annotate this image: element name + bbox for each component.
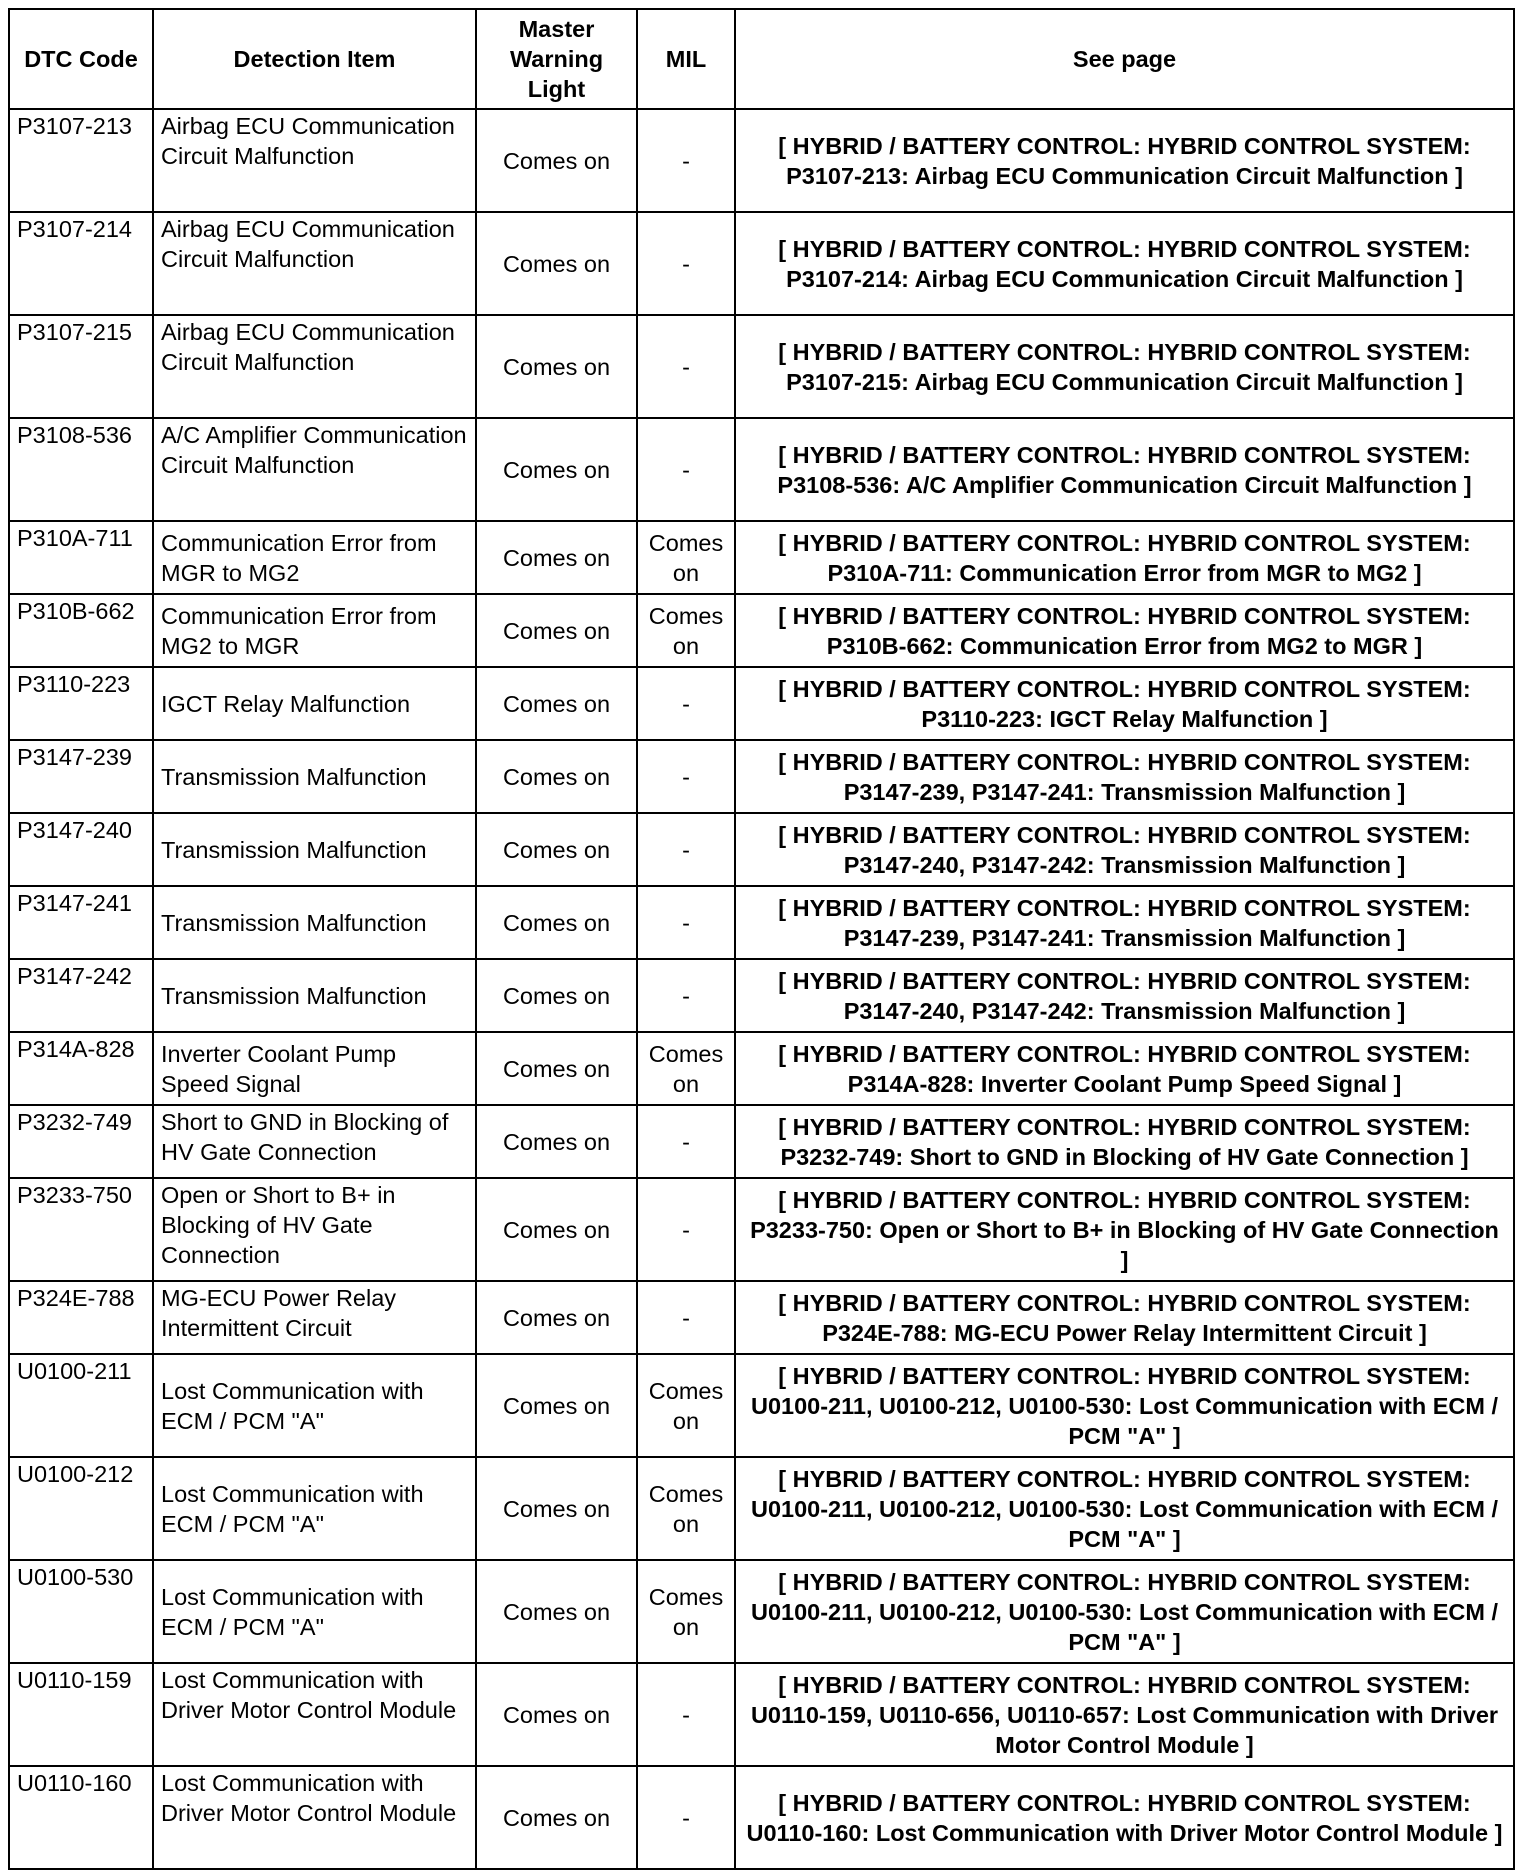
- mil-cell: -: [637, 959, 735, 1032]
- see-page-reference[interactable]: [ HYBRID / BATTERY CONTROL: HYBRID CONTROL SYSTEM: P3108-536: A/C Amplifier Communication Circuit Malfunction ]: [735, 418, 1514, 521]
- detection-item-cell: Transmission Malfunction: [153, 886, 476, 959]
- detection-item-cell: A/C Amplifier Communication Circuit Malfunction: [153, 418, 476, 521]
- table-row: [9, 521, 1514, 594]
- dtc-code-cell: P310A-711: [9, 521, 153, 594]
- table-header-row: [9, 9, 1514, 109]
- mil-cell: -: [637, 813, 735, 886]
- master-warning-light-cell: Comes on: [476, 521, 637, 594]
- dtc-table: [8, 8, 1515, 1870]
- dtc-code-cell: P3147-242: [9, 959, 153, 1032]
- table-row: [9, 418, 1514, 521]
- table-row: [9, 1663, 1514, 1766]
- table-row: [9, 594, 1514, 667]
- see-page-reference[interactable]: [ HYBRID / BATTERY CONTROL: HYBRID CONTROL SYSTEM: U0100-211, U0100-212, U0100-530: Lost Communication with ECM / PCM "A" ]: [735, 1354, 1514, 1457]
- detection-item-cell: Airbag ECU Communication Circuit Malfunction: [153, 315, 476, 418]
- detection-item-cell: Communication Error from MG2 to MGR: [153, 594, 476, 667]
- dtc-code-cell: P3107-214: [9, 212, 153, 315]
- master-warning-light-cell: Comes on: [476, 886, 637, 959]
- master-warning-light-cell: Comes on: [476, 1663, 637, 1766]
- see-page-reference[interactable]: [ HYBRID / BATTERY CONTROL: HYBRID CONTROL SYSTEM: U0110-160: Lost Communication with Driver Motor Control Module ]: [735, 1766, 1514, 1869]
- see-page-reference[interactable]: [ HYBRID / BATTERY CONTROL: HYBRID CONTROL SYSTEM: P3233-750: Open or Short to B+ in Blocking of HV Gate Connection ]: [735, 1178, 1514, 1281]
- table-row: [9, 886, 1514, 959]
- dtc-code-cell: P324E-788: [9, 1281, 153, 1354]
- header-detection-item: Detection Item: [153, 9, 476, 109]
- detection-item-cell: IGCT Relay Malfunction: [153, 667, 476, 740]
- mil-cell: -: [637, 1105, 735, 1178]
- detection-item-cell: Open or Short to B+ in Blocking of HV Gate Connection: [153, 1178, 476, 1281]
- dtc-code-cell: P3233-750: [9, 1178, 153, 1281]
- mil-cell: -: [637, 109, 735, 212]
- dtc-code-cell: P310B-662: [9, 594, 153, 667]
- table-row: [9, 813, 1514, 886]
- master-warning-light-cell: Comes on: [476, 1281, 637, 1354]
- detection-item-cell: Transmission Malfunction: [153, 959, 476, 1032]
- mil-cell: Comes on: [637, 594, 735, 667]
- dtc-code-cell: P3232-749: [9, 1105, 153, 1178]
- mil-cell: Comes on: [637, 1354, 735, 1457]
- master-warning-light-cell: Comes on: [476, 1178, 637, 1281]
- master-warning-light-cell: Comes on: [476, 1457, 637, 1560]
- detection-item-cell: Lost Communication with Driver Motor Control Module: [153, 1663, 476, 1766]
- master-warning-light-cell: Comes on: [476, 212, 637, 315]
- master-warning-light-cell: Comes on: [476, 1105, 637, 1178]
- detection-item-cell: Airbag ECU Communication Circuit Malfunction: [153, 212, 476, 315]
- dtc-code-cell: U0110-159: [9, 1663, 153, 1766]
- dtc-code-cell: P3107-215: [9, 315, 153, 418]
- table-row: [9, 1457, 1514, 1560]
- header-master-warning-light: Master Warning Light: [476, 9, 637, 109]
- master-warning-light-cell: Comes on: [476, 667, 637, 740]
- dtc-code-cell: P3110-223: [9, 667, 153, 740]
- master-warning-light-cell: Comes on: [476, 959, 637, 1032]
- dtc-code-cell: P3147-241: [9, 886, 153, 959]
- detection-item-cell: MG-ECU Power Relay Intermittent Circuit: [153, 1281, 476, 1354]
- table-row: [9, 740, 1514, 813]
- master-warning-light-cell: Comes on: [476, 1032, 637, 1105]
- see-page-reference[interactable]: [ HYBRID / BATTERY CONTROL: HYBRID CONTROL SYSTEM: U0100-211, U0100-212, U0100-530: Lost Communication with ECM / PCM "A" ]: [735, 1457, 1514, 1560]
- table-row: [9, 1105, 1514, 1178]
- see-page-reference[interactable]: [ HYBRID / BATTERY CONTROL: HYBRID CONTROL SYSTEM: P3147-239, P3147-241: Transmission Malfunction ]: [735, 886, 1514, 959]
- header-dtc-code: DTC Code: [9, 9, 153, 109]
- table-row: [9, 959, 1514, 1032]
- see-page-reference[interactable]: [ HYBRID / BATTERY CONTROL: HYBRID CONTROL SYSTEM: P3107-215: Airbag ECU Communication Circuit Malfunction ]: [735, 315, 1514, 418]
- mil-cell: Comes on: [637, 1032, 735, 1105]
- mil-cell: Comes on: [637, 1560, 735, 1663]
- dtc-code-cell: P3147-239: [9, 740, 153, 813]
- mil-cell: -: [637, 886, 735, 959]
- see-page-reference[interactable]: [ HYBRID / BATTERY CONTROL: HYBRID CONTROL SYSTEM: P3107-213: Airbag ECU Communication Circuit Malfunction ]: [735, 109, 1514, 212]
- mil-cell: -: [637, 740, 735, 813]
- mil-cell: Comes on: [637, 521, 735, 594]
- mil-cell: -: [637, 418, 735, 521]
- mil-cell: -: [637, 1178, 735, 1281]
- master-warning-light-cell: Comes on: [476, 1766, 637, 1869]
- see-page-reference[interactable]: [ HYBRID / BATTERY CONTROL: HYBRID CONTROL SYSTEM: P3232-749: Short to GND in Blocking of HV Gate Connection ]: [735, 1105, 1514, 1178]
- dtc-code-cell: P314A-828: [9, 1032, 153, 1105]
- detection-item-cell: Lost Communication with ECM / PCM "A": [153, 1560, 476, 1663]
- mil-cell: Comes on: [637, 1457, 735, 1560]
- header-mil: MIL: [637, 9, 735, 109]
- see-page-reference[interactable]: [ HYBRID / BATTERY CONTROL: HYBRID CONTROL SYSTEM: P3147-240, P3147-242: Transmission Malfunction ]: [735, 813, 1514, 886]
- see-page-reference[interactable]: [ HYBRID / BATTERY CONTROL: HYBRID CONTROL SYSTEM: P3147-239, P3147-241: Transmission Malfunction ]: [735, 740, 1514, 813]
- master-warning-light-cell: Comes on: [476, 594, 637, 667]
- table-row: [9, 667, 1514, 740]
- master-warning-light-cell: Comes on: [476, 1354, 637, 1457]
- detection-item-cell: Lost Communication with ECM / PCM "A": [153, 1457, 476, 1560]
- see-page-reference[interactable]: [ HYBRID / BATTERY CONTROL: HYBRID CONTROL SYSTEM: P310B-662: Communication Error from MG2 to MGR ]: [735, 594, 1514, 667]
- table-row: [9, 1281, 1514, 1354]
- master-warning-light-cell: Comes on: [476, 109, 637, 212]
- dtc-code-cell: U0100-211: [9, 1354, 153, 1457]
- mil-cell: -: [637, 667, 735, 740]
- see-page-reference[interactable]: [ HYBRID / BATTERY CONTROL: HYBRID CONTROL SYSTEM: U0110-159, U0110-656, U0110-657: Lost Communication with Driver Motor Control Module ]: [735, 1663, 1514, 1766]
- table-body: [9, 109, 1514, 1869]
- detection-item-cell: Inverter Coolant Pump Speed Signal: [153, 1032, 476, 1105]
- dtc-code-cell: U0100-212: [9, 1457, 153, 1560]
- dtc-code-cell: P3147-240: [9, 813, 153, 886]
- detection-item-cell: Lost Communication with ECM / PCM "A": [153, 1354, 476, 1457]
- see-page-reference[interactable]: [ HYBRID / BATTERY CONTROL: HYBRID CONTROL SYSTEM: P310A-711: Communication Error from MGR to MG2 ]: [735, 521, 1514, 594]
- see-page-reference[interactable]: [ HYBRID / BATTERY CONTROL: HYBRID CONTROL SYSTEM: P3110-223: IGCT Relay Malfunction ]: [735, 667, 1514, 740]
- table-row: [9, 212, 1514, 315]
- header-see-page: See page: [735, 9, 1514, 109]
- master-warning-light-cell: Comes on: [476, 315, 637, 418]
- master-warning-light-cell: Comes on: [476, 1560, 637, 1663]
- dtc-table-container: [8, 8, 1513, 1870]
- detection-item-cell: Transmission Malfunction: [153, 813, 476, 886]
- detection-item-cell: Transmission Malfunction: [153, 740, 476, 813]
- dtc-code-cell: U0110-160: [9, 1766, 153, 1869]
- mil-cell: -: [637, 1281, 735, 1354]
- table-row: [9, 1354, 1514, 1457]
- table-row: [9, 1766, 1514, 1869]
- master-warning-light-cell: Comes on: [476, 418, 637, 521]
- table-row: [9, 1560, 1514, 1663]
- mil-cell: -: [637, 315, 735, 418]
- mil-cell: -: [637, 1766, 735, 1869]
- dtc-code-cell: P3108-536: [9, 418, 153, 521]
- mil-cell: -: [637, 212, 735, 315]
- detection-item-cell: Communication Error from MGR to MG2: [153, 521, 476, 594]
- detection-item-cell: Airbag ECU Communication Circuit Malfunction: [153, 109, 476, 212]
- table-row: [9, 1032, 1514, 1105]
- see-page-reference[interactable]: [ HYBRID / BATTERY CONTROL: HYBRID CONTROL SYSTEM: P3147-240, P3147-242: Transmission Malfunction ]: [735, 959, 1514, 1032]
- detection-item-cell: Lost Communication with Driver Motor Control Module: [153, 1766, 476, 1869]
- see-page-reference[interactable]: [ HYBRID / BATTERY CONTROL: HYBRID CONTROL SYSTEM: P314A-828: Inverter Coolant Pump Speed Signal ]: [735, 1032, 1514, 1105]
- table-row: [9, 315, 1514, 418]
- master-warning-light-cell: Comes on: [476, 813, 637, 886]
- detection-item-cell: Short to GND in Blocking of HV Gate Connection: [153, 1105, 476, 1178]
- master-warning-light-cell: Comes on: [476, 740, 637, 813]
- see-page-reference[interactable]: [ HYBRID / BATTERY CONTROL: HYBRID CONTROL SYSTEM: P324E-788: MG-ECU Power Relay Intermittent Circuit ]: [735, 1281, 1514, 1354]
- table-row: [9, 1178, 1514, 1281]
- dtc-code-cell: U0100-530: [9, 1560, 153, 1663]
- mil-cell: -: [637, 1663, 735, 1766]
- dtc-code-cell: P3107-213: [9, 109, 153, 212]
- see-page-reference[interactable]: [ HYBRID / BATTERY CONTROL: HYBRID CONTROL SYSTEM: U0100-211, U0100-212, U0100-530: Lost Communication with ECM / PCM "A" ]: [735, 1560, 1514, 1663]
- see-page-reference[interactable]: [ HYBRID / BATTERY CONTROL: HYBRID CONTROL SYSTEM: P3107-214: Airbag ECU Communication Circuit Malfunction ]: [735, 212, 1514, 315]
- table-row: [9, 109, 1514, 212]
